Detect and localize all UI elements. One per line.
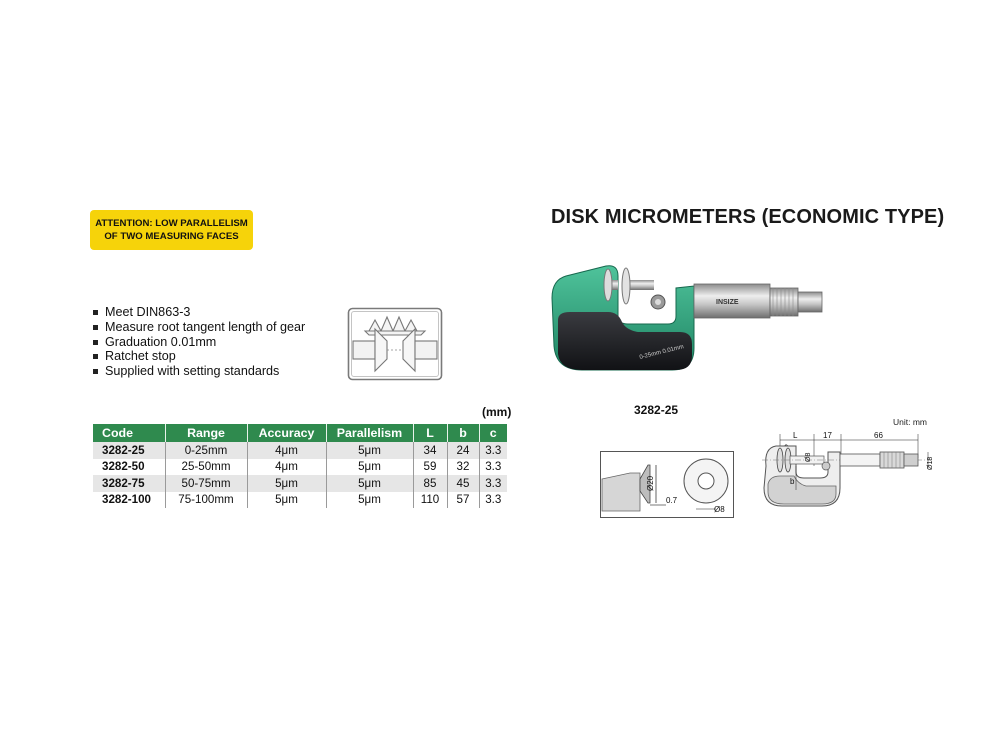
drawing-unit-label: Unit: mm <box>893 417 927 427</box>
table-row <box>93 492 507 509</box>
dim-label-66: 66 <box>874 431 883 440</box>
page-title: DISK MICROMETERS (ECONOMIC TYPE) <box>551 206 945 228</box>
dim-thimble-dia: Ø18 <box>927 456 934 470</box>
cell-accuracy: 5μm <box>247 475 326 492</box>
header-parallelism: Parallelism <box>326 424 413 442</box>
feature-list <box>92 305 305 379</box>
attention-line-2: OF TWO MEASURING FACES <box>104 231 239 242</box>
product-photo <box>548 258 828 388</box>
table-row <box>93 459 507 476</box>
cell-parallelism: 5μm <box>326 442 413 459</box>
header-accuracy: Accuracy <box>247 424 326 442</box>
cell-b: 45 <box>447 475 479 492</box>
cell-accuracy: 5μm <box>247 492 326 509</box>
model-label: 3282-25 <box>634 403 679 417</box>
cell-code: 3282-25 <box>93 442 165 459</box>
table-row <box>93 442 507 459</box>
cell-parallelism: 5μm <box>326 459 413 476</box>
cell-range: 50-75mm <box>165 475 247 492</box>
cell-parallelism: 5μm <box>326 475 413 492</box>
cell-code: 3282-75 <box>93 475 165 492</box>
attention-badge <box>90 210 253 250</box>
detail-dim-edge: 0.7 <box>666 496 678 505</box>
cell-accuracy: 4μm <box>247 459 326 476</box>
cell-parallelism: 5μm <box>326 492 413 509</box>
dim-label-17: 17 <box>823 431 832 440</box>
detail-dim-spindle: Ø8 <box>714 505 725 514</box>
cell-c: 3.3 <box>479 492 507 509</box>
detail-dim-face: Ø20 <box>646 475 655 491</box>
cell-code: 3282-50 <box>93 459 165 476</box>
table-unit: (mm) <box>482 405 512 419</box>
cell-b: 32 <box>447 459 479 476</box>
cell-accuracy: 4μm <box>247 442 326 459</box>
header-range: Range <box>165 424 247 442</box>
feature-item: Measure root tangent length of gear <box>92 320 305 335</box>
table-row <box>93 475 507 492</box>
feature-item: Meet DIN863-3 <box>92 305 305 320</box>
header-l: L <box>413 424 447 442</box>
brand-mark: INSIZE <box>716 299 739 306</box>
header-b: b <box>447 424 479 442</box>
attention-line-1: ATTENTION: LOW PARALLELISM <box>95 218 248 229</box>
spec-table <box>93 424 507 508</box>
table-header-row <box>93 424 507 442</box>
cell-l: 59 <box>413 459 447 476</box>
cell-range: 25-50mm <box>165 459 247 476</box>
cell-b: 57 <box>447 492 479 509</box>
cell-range: 75-100mm <box>165 492 247 509</box>
dim-label-b: b <box>790 477 795 486</box>
dim-spindle-dia: Ø8 <box>805 452 812 462</box>
cell-c: 3.3 <box>479 442 507 459</box>
disk-detail-drawing <box>600 451 734 518</box>
cell-l: 34 <box>413 442 447 459</box>
gear-measurement-illustration <box>347 307 443 381</box>
cell-l: 110 <box>413 492 447 509</box>
dimension-drawing <box>756 426 938 520</box>
cell-c: 3.3 <box>479 475 507 492</box>
header-c: c <box>479 424 507 442</box>
header-code: Code <box>93 424 165 442</box>
feature-item: Graduation 0.01mm <box>92 335 305 350</box>
cell-l: 85 <box>413 475 447 492</box>
dim-label-l: L <box>793 431 798 440</box>
feature-item: Supplied with setting standards <box>92 364 305 379</box>
cell-c: 3.3 <box>479 459 507 476</box>
cell-code: 3282-100 <box>93 492 165 509</box>
frame-print: 0-25mm 0.01mm <box>639 344 685 361</box>
cell-range: 0-25mm <box>165 442 247 459</box>
feature-item: Ratchet stop <box>92 349 305 364</box>
cell-b: 24 <box>447 442 479 459</box>
